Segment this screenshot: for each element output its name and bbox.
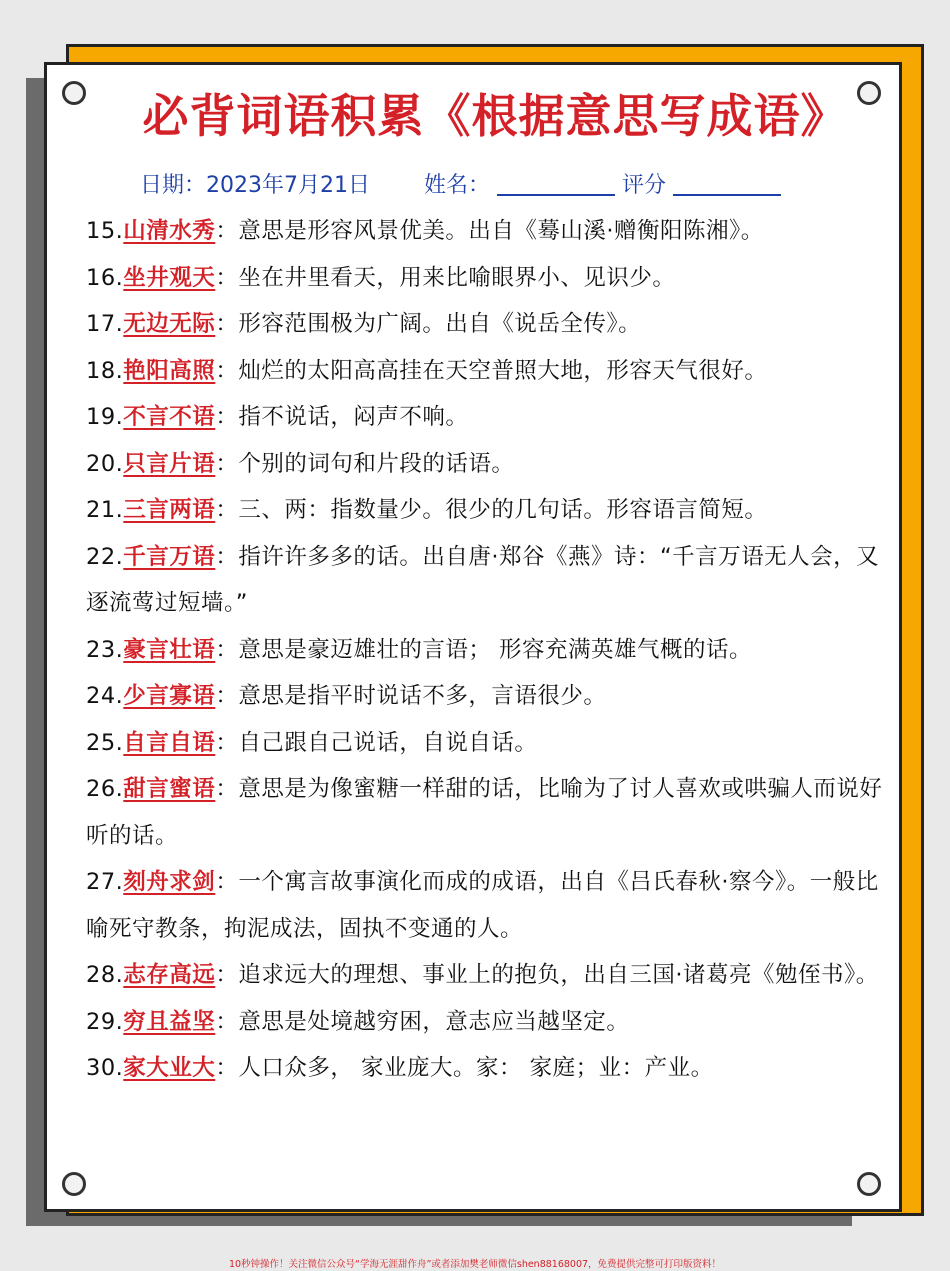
- idiom-definition: ：指许许多多的话。出自唐·郑谷《燕》诗：“千言万语无人会，又逐流莺过短墙。”: [86, 543, 880, 616]
- list-item: 27.刻舟求剑：一个寓言故事演化而成的成语，出自《吕氏春秋·察今》。一般比喻死守教条，拘泥成法，固执不变通的人。: [86, 869, 879, 942]
- idiom-definition: ：个别的词句和片段的话语。: [215, 450, 515, 477]
- idiom-term: 坐井观天: [123, 264, 216, 291]
- idiom-term: 自言自语: [123, 729, 216, 756]
- idiom-definition: ：灿烂的太阳高高挂在天空普照大地，形容天气很好。: [215, 357, 768, 384]
- idiom-definition: ：三、两：指数量少。很少的几句话。形容语言简短。: [215, 497, 768, 523]
- idiom-definition: ：意思是处境越穷困，意志应当越坚定。: [215, 1008, 630, 1035]
- info-row: [140, 168, 781, 199]
- idiom-definition: ：形容范围极为广阔。出自《说岳全传》。: [215, 311, 642, 337]
- list-item: 26.甜言蜜语：意思是为像蜜糖一样甜的话，比喻为了讨人喜欢或哄骗人而说好听的话。: [86, 776, 883, 849]
- page-title: 必背词语积累《根据意思写成语》: [142, 89, 848, 143]
- idiom-list: [86, 208, 892, 1092]
- list-item: 18.艳阳高照：灿烂的太阳高高挂在天空普照大地，形容天气很好。: [86, 357, 768, 384]
- score-blank[interactable]: [673, 172, 781, 196]
- idiom-term: 艳阳高照: [123, 357, 216, 384]
- idiom-term: 穷且益坚: [123, 1008, 216, 1035]
- idiom-term: 千言万语: [123, 543, 216, 570]
- idiom-term: 无边无际: [123, 311, 216, 337]
- list-item: 29.穷且益坚：意思是处境越穷困，意志应当越坚定。: [86, 1008, 630, 1035]
- list-item: 28.志存高远：追求远大的理想、事业上的抱负，出自三国·诸葛亮《勉侄书》。: [86, 962, 879, 988]
- idiom-term: 甜言蜜语: [123, 776, 216, 802]
- idiom-term: 刻舟求剑: [123, 869, 216, 895]
- idiom-definition: ：人口众多， 家业庞大。家： 家庭；业：产业。: [215, 1055, 714, 1081]
- idiom-definition: ：追求远大的理想、事业上的抱负，出自三国·诸葛亮《勉侄书》。: [215, 962, 879, 988]
- list-item: 30.家大业大：人口众多， 家业庞大。家： 家庭；业：产业。: [86, 1055, 714, 1081]
- list-item: 21.三言两语：三、两：指数量少。很少的几句话。形容语言简短。: [86, 497, 768, 523]
- idiom-definition: ：意思是为像蜜糖一样甜的话，比喻为了讨人喜欢或哄骗人而说好听的话。: [86, 776, 883, 849]
- idiom-term: 家大业大: [123, 1055, 216, 1081]
- list-item: 16.坐井观天：坐在井里看天，用来比喻眼界小、见识少。: [86, 264, 676, 291]
- idiom-definition: ：意思是豪迈雄壮的言语； 形容充满英雄气概的话。: [215, 636, 752, 663]
- list-item: 20.只言片语：个别的词句和片段的话语。: [86, 450, 515, 477]
- idiom-term: 志存高远: [123, 962, 216, 988]
- binder-ring-bottom-left: [62, 1172, 86, 1196]
- list-item: 24.少言寡语：意思是指平时说话不多，言语很少。: [86, 683, 607, 709]
- list-item: 25.自言自语：自己跟自己说话，自说自话。: [86, 729, 538, 756]
- idiom-definition: ：意思是指平时说话不多，言语很少。: [215, 683, 607, 709]
- list-item: 17.无边无际：形容范围极为广阔。出自《说岳全传》。: [86, 311, 642, 337]
- idiom-definition: ：自己跟自己说话，自说自话。: [215, 729, 538, 756]
- idiom-definition: ：坐在井里看天，用来比喻眼界小、见识少。: [215, 264, 676, 291]
- idiom-definition: ：指不说话，闷声不响。: [215, 404, 469, 430]
- footer-note: 10秒钟操作！关注微信公众号“学海无涯甜作舟”或者添加樊老师微信shen88168007，免费提供完整可打印版资料！: [228, 1259, 722, 1270]
- name-blank[interactable]: [497, 172, 615, 196]
- list-item: 15.山清水秀：意思是形容风景优美。出自《蓦山溪·赠衡阳陈湘》。: [86, 218, 764, 244]
- list-item: 19.不言不语：指不说话，闷声不响。: [86, 404, 469, 430]
- idiom-term: 豪言壮语: [123, 636, 216, 663]
- idiom-definition: ：意思是形容风景优美。出自《蓦山溪·赠衡阳陈湘》。: [215, 218, 764, 244]
- name-label: 姓名：: [423, 173, 490, 198]
- score-label: 评分: [622, 173, 667, 198]
- list-item: 23.豪言壮语：意思是豪迈雄壮的言语； 形容充满英雄气概的话。: [86, 636, 752, 663]
- list-item: 22.千言万语：指许许多多的话。出自唐·郑谷《燕》诗：“千言万语无人会，又逐流莺过短墙。”: [86, 543, 880, 616]
- idiom-term: 三言两语: [123, 497, 216, 523]
- idiom-term: 山清水秀: [123, 218, 216, 244]
- idiom-term: 不言不语: [123, 404, 216, 430]
- idiom-definition: ：一个寓言故事演化而成的成语，出自《吕氏春秋·察今》。一般比喻死守教条，拘泥成法，固执不变通的人。: [86, 869, 879, 942]
- date-label: 日期：2023年7月21日: [140, 173, 370, 198]
- binder-ring-bottom-right: [857, 1172, 881, 1196]
- idiom-term: 少言寡语: [123, 683, 216, 709]
- idiom-term: 只言片语: [123, 450, 216, 477]
